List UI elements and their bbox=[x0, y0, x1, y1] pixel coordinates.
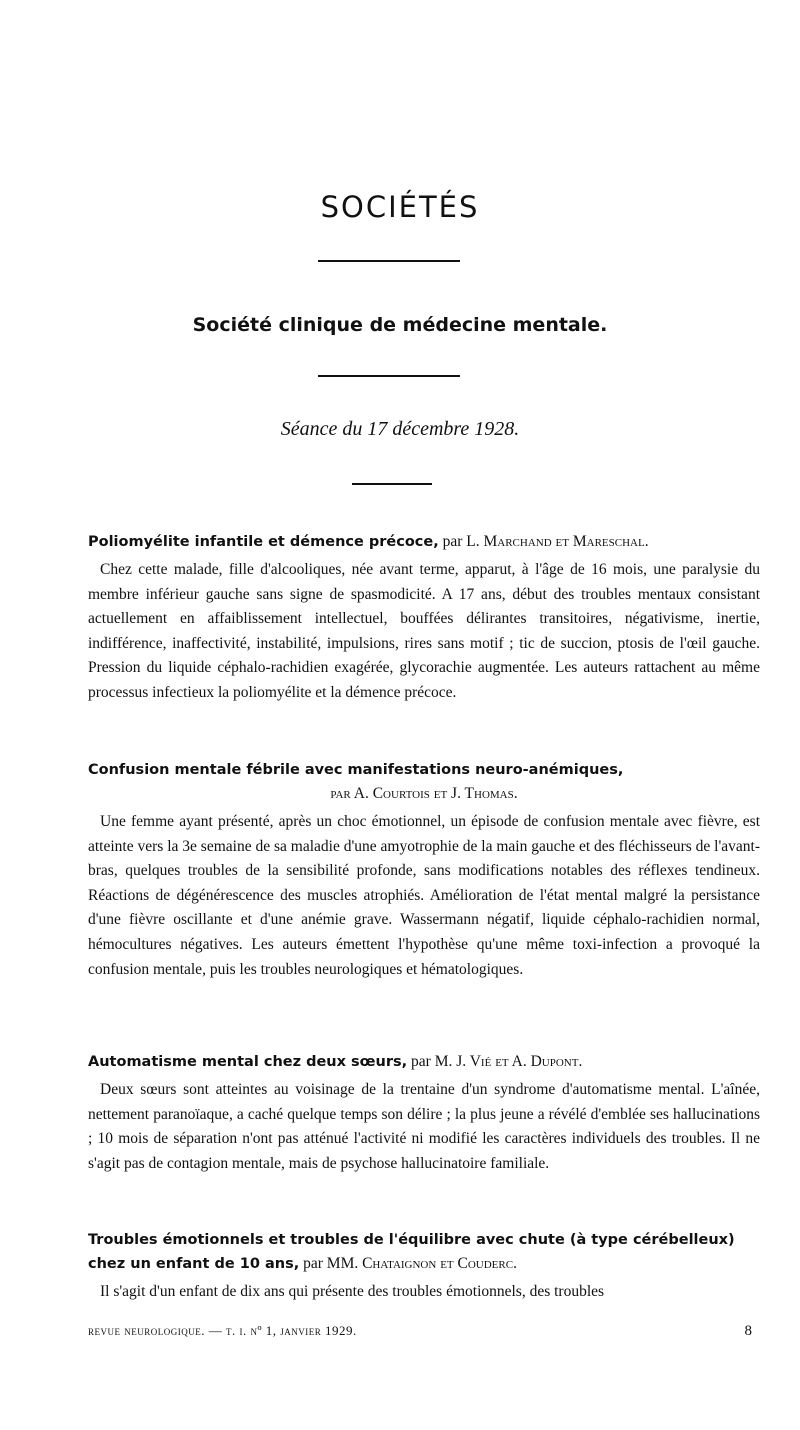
article-2 bbox=[88, 758, 760, 982]
article-heading: Poliomyélite infantile et démence précoce, bbox=[88, 534, 439, 550]
article-body: Une femme ayant présenté, après un choc émotionnel, un épisode de confusion mentale avec fièvre, est atteinte vers la 3e semaine de sa maladie d'une amyotrophie de la main gauche et des fléchisseurs de l'avant-bras, quelques troubles de la sensibilité profonde, sans modifications notables des réflexes tendineux. Réactions de dégénérescence des muscles atrophiés. Amélioration de l'état mental malgré la persistance d'une fièvre oscillante et d'une anémie grave. Wassermann négatif, liquide céphalo-rachidien normal, hémocultures négatives. Les auteurs émettent l'hypothèse qu'une même toxi-infection a provoqué la confusion mentale, puis les troubles neurologiques et hématologiques. bbox=[88, 813, 760, 978]
article-byline: par A. Courtois et J. Thomas. bbox=[330, 785, 518, 802]
article-body: Il s'agit d'un enfant de dix ans qui présente des troubles émotionnels, des troubles bbox=[100, 1283, 605, 1300]
article-title bbox=[88, 530, 760, 554]
journal-reference: revue neurologique. — t. i. nº 1, janvier 1929. bbox=[88, 1323, 357, 1338]
article-body: Chez cette malade, fille d'alcooliques, née avant terme, apparut, à l'âge de 16 mois, une paralysie du membre inférieur gauche sans signe de spasmodicité. A 17 ans, début des troubles mentaux consistant actuellement en affaiblissement intellectuel, bouffées délirantes transitoires, négativisme, inertie, indifférence, inaffectivité, instabilité, impulsions, rires sans motif ; tic de succion, ptosis de l'œil gauche. Pression du liquide céphalo-rachidien exagérée, glycorachie augmentée. Les auteurs rattachent au même processus infectieux la poliomyélite et la démence précoce. bbox=[88, 561, 760, 701]
article-heading: Automatisme mental chez deux sœurs, bbox=[88, 1054, 408, 1070]
article-title bbox=[88, 758, 760, 782]
article-authors: MM. Chataignon et Couderc. bbox=[326, 1255, 517, 1272]
article-by: par bbox=[442, 533, 463, 550]
session-date: Séance du 17 décembre 1928. bbox=[280, 418, 520, 440]
society-divider bbox=[318, 375, 460, 377]
article-3 bbox=[88, 1050, 760, 1176]
society-heading: Société clinique de médecine mentale. bbox=[192, 314, 608, 336]
article-by: par bbox=[303, 1255, 323, 1272]
session-divider bbox=[352, 483, 432, 485]
article-4 bbox=[88, 1228, 760, 1305]
article-title bbox=[88, 1050, 760, 1074]
article-title bbox=[88, 1228, 760, 1276]
page-number: 8 bbox=[744, 1323, 752, 1339]
article-authors: M. J. Vié et A. Dupont. bbox=[434, 1053, 583, 1070]
title-divider bbox=[318, 260, 460, 262]
page-footer bbox=[88, 1323, 760, 1340]
article-1 bbox=[88, 530, 760, 706]
article-by: par bbox=[411, 1053, 431, 1070]
article-body: Deux sœurs sont atteintes au voisinage de la trentaine d'un syndrome d'automatisme mental. L'aînée, nettement paranoïaque, a caché quelque temps son délire ; la plus jeune a révélé d'emblée ses hallucinations ; 10 mois de séparation n'ont pas atténué l'activité ni modifié les caractères individuels des troubles. Il ne s'agit pas de contagion mentale, mais de psychose hallucinatoire familiale. bbox=[88, 1081, 760, 1172]
article-heading: Confusion mentale fébrile avec manifestations neuro-anémiques, bbox=[88, 762, 624, 778]
article-heading: Troubles émotionnels et troubles de l'équilibre avec chute (à type cérébelleux) chez un enfant de 10 ans, bbox=[88, 1232, 735, 1272]
article-authors: L. Marchand et Mareschal. bbox=[466, 533, 649, 550]
section-title: SOCIÉTÉS bbox=[320, 190, 480, 224]
